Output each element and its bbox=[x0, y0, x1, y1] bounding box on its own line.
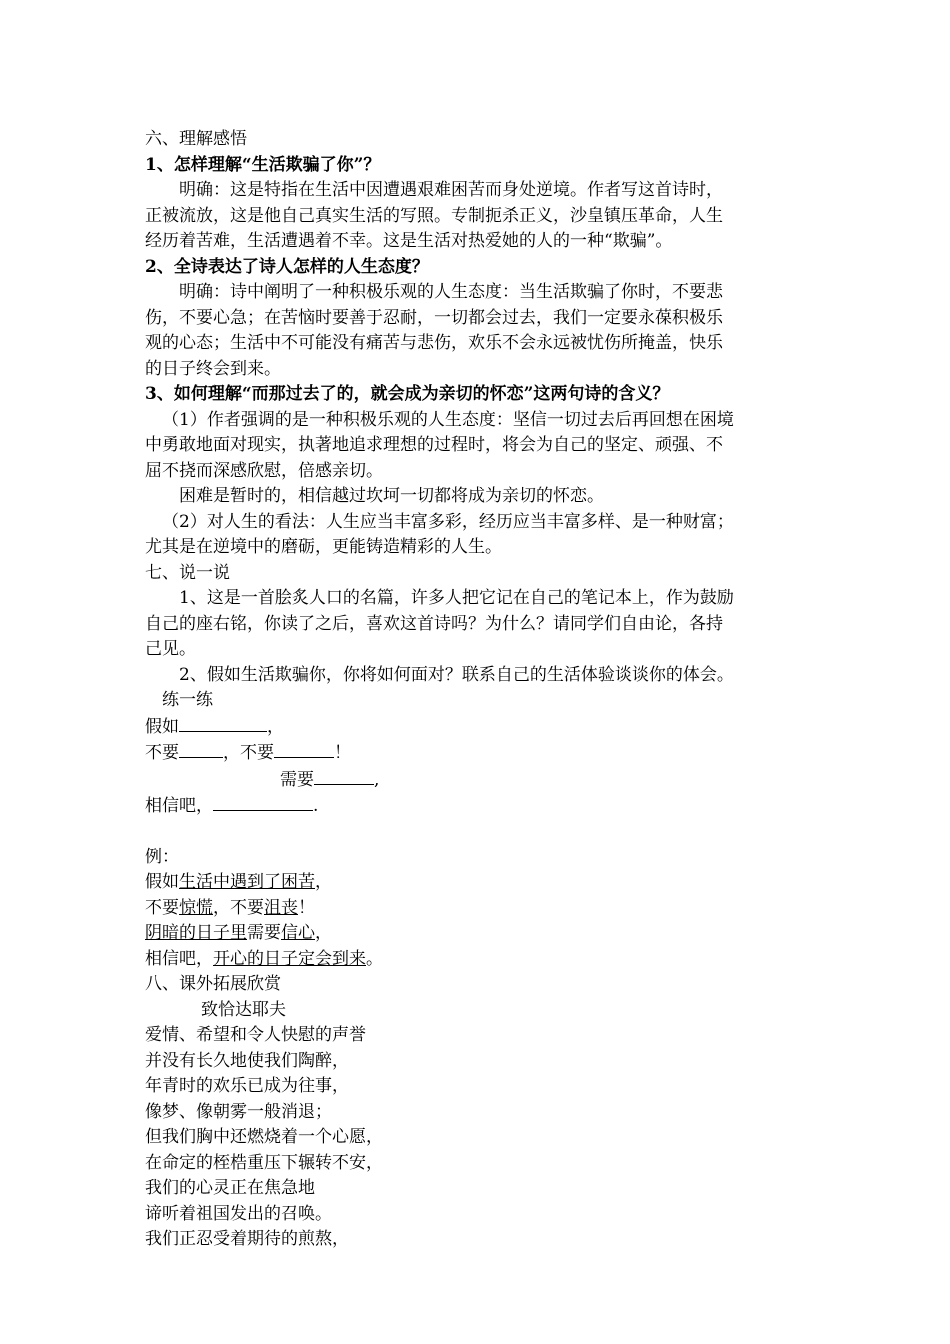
example-3-underlined-1: 阴暗的日子里 bbox=[145, 923, 247, 943]
fill-blank-2[interactable] bbox=[179, 740, 223, 758]
fill-line-4 bbox=[145, 793, 805, 820]
poem-line: 爱情、希望和令人快慰的声誉 bbox=[145, 1025, 366, 1045]
discussion-1-line-1: 1、这是一首脍炙人口的名篇，许多人把它记在自己的笔记本上，作为鼓励 bbox=[179, 588, 734, 608]
example-1-underlined: 生活中遇到了困苦 bbox=[179, 872, 315, 892]
fill-line-2-b: ，不要 bbox=[223, 743, 274, 763]
example-1-prefix: 假如 bbox=[145, 872, 179, 892]
fill-line-1-suffix: ， bbox=[267, 716, 284, 737]
answer-1-line-3: 经历着苦难，生活遭遇着不幸。这是生活对热爱她的人的一种“欺骗”。 bbox=[145, 231, 673, 251]
example-label: 例： bbox=[145, 846, 179, 867]
fill-line-4-prefix: 相信吧， bbox=[145, 796, 213, 816]
spacer bbox=[145, 820, 805, 845]
discussion-1-line-2: 自己的座右铭，你读了之后，喜欢这首诗吗？为什么？请同学们自由论，各持 bbox=[145, 613, 723, 634]
fill-line-3-prefix: 需要 bbox=[280, 769, 314, 790]
answer-3-p1-line-3: 屈不挠而深感欣慰，倍感亲切。 bbox=[145, 460, 383, 481]
discussion-2: 2、假如生活欺骗你，你将如何面对？联系自己的生活体验谈谈你的体会。 bbox=[179, 664, 734, 685]
question-2: 2、全诗表达了诗人怎样的人生态度？ bbox=[145, 256, 429, 277]
example-4-prefix: 相信吧， bbox=[145, 948, 213, 969]
document-page bbox=[145, 127, 805, 1253]
poem-line: 我们正忍受着期待的煎熬， bbox=[145, 1229, 349, 1249]
poem-line: 谛听着祖国发出的召唤。 bbox=[145, 1203, 332, 1224]
answer-2-line-1: 明确：诗中阐明了一种积极乐观的人生态度：当生活欺骗了你时，不要悲 bbox=[179, 282, 723, 302]
answer-3-p2-line-2: 尤其是在逆境中的磨砺，更能铸造精彩的人生。 bbox=[145, 537, 502, 557]
fill-line-1 bbox=[145, 714, 805, 741]
answer-1-line-1: 明确：这是特指在生活中因遭遇艰难困苦而身处逆境。作者写这首诗时， bbox=[179, 180, 723, 200]
example-1-suffix: ， bbox=[315, 872, 332, 892]
poem-title: 致恰达耶夫 bbox=[201, 999, 286, 1020]
answer-3-p1-line-2: 中勇敢地面对现实，执著地追求理想的过程时，将会为自己的坚定、顽强、不 bbox=[145, 435, 723, 455]
fill-line-4-suffix: . bbox=[313, 796, 319, 816]
example-2-underlined-1: 惊慌 bbox=[179, 897, 213, 918]
fill-line-2 bbox=[145, 740, 805, 767]
answer-3-p1-line-1: （1）作者强调的是一种积极乐观的人生态度：坚信一切过去后再回想在困境 bbox=[162, 409, 734, 430]
practice-title: 练一练 bbox=[162, 690, 213, 710]
section-six-heading: 六、理解感悟 bbox=[145, 129, 247, 149]
example-3-suffix: ， bbox=[315, 923, 332, 943]
answer-1-line-2: 正被流放，这是他自己真实生活的写照。专制扼杀正义，沙皇镇压革命，人生 bbox=[145, 205, 723, 226]
example-4-underlined: 开心的日子定会到来 bbox=[213, 948, 366, 969]
poem-line: 年青时的欢乐已成为往事， bbox=[145, 1076, 349, 1096]
answer-2-line-4: 的日子终会到来。 bbox=[145, 358, 281, 379]
example-line-1 bbox=[145, 870, 805, 896]
fill-blank-1[interactable] bbox=[179, 714, 267, 732]
discussion-1-line-3: 己见。 bbox=[145, 639, 196, 659]
poem-line: 在命定的桎梏重压下辗转不安， bbox=[145, 1152, 383, 1173]
fill-line-2-c: ！ bbox=[334, 743, 351, 763]
poem-line: 我们的心灵正在焦急地 bbox=[145, 1178, 315, 1198]
example-3-mid: 需要 bbox=[247, 923, 281, 943]
poem-line: 并没有长久地使我们陶醉， bbox=[145, 1050, 349, 1071]
fill-line-1-prefix: 假如 bbox=[145, 716, 179, 737]
example-2-c: ！ bbox=[298, 897, 315, 918]
answer-3-p2-line-1: （2）对人生的看法：人生应当丰富多彩，经历应当丰富多样、是一种财富； bbox=[162, 511, 734, 532]
fill-blank-4[interactable] bbox=[314, 767, 374, 785]
poem-line: 但我们胸中还燃烧着一个心愿， bbox=[145, 1127, 383, 1147]
poem-line: 像梦、像朝雾一般消退； bbox=[145, 1101, 332, 1122]
fill-blank-3[interactable] bbox=[274, 740, 334, 758]
example-2-underlined-2: 沮丧 bbox=[264, 897, 298, 918]
example-4-suffix: 。 bbox=[366, 948, 383, 969]
example-line-3 bbox=[145, 921, 805, 947]
question-3: 3、如何理解“而那过去了的，就会成为亲切的怀恋”这两句诗的含义？ bbox=[145, 384, 670, 404]
answer-2-line-3: 观的心态；生活中不可能没有痛苦与悲伤，欢乐不会永远被忧伤所掩盖，快乐 bbox=[145, 333, 723, 353]
fill-line-3 bbox=[145, 767, 805, 794]
example-2-b: ，不要 bbox=[213, 897, 264, 918]
example-3-underlined-2: 信心 bbox=[281, 923, 315, 943]
answer-2-line-2: 伤，不要心急；在苦恼时要善于忍耐，一切都会过去，我们一定要永葆积极乐 bbox=[145, 307, 723, 328]
fill-line-3-suffix: , bbox=[374, 769, 380, 790]
fill-line-2-a: 不要 bbox=[145, 743, 179, 763]
example-2-a: 不要 bbox=[145, 897, 179, 918]
answer-3-p1-line-4: 困难是暂时的，相信越过坎坷一切都将成为亲切的怀恋。 bbox=[179, 486, 604, 506]
section-seven-heading: 七、说一说 bbox=[145, 562, 230, 583]
section-eight-heading: 八、课外拓展欣赏 bbox=[145, 974, 281, 994]
example-line-2 bbox=[145, 896, 805, 922]
question-1: 1、怎样理解“生活欺骗了你”？ bbox=[145, 154, 381, 175]
fill-blank-5[interactable] bbox=[213, 793, 313, 811]
example-line-4 bbox=[145, 947, 805, 973]
